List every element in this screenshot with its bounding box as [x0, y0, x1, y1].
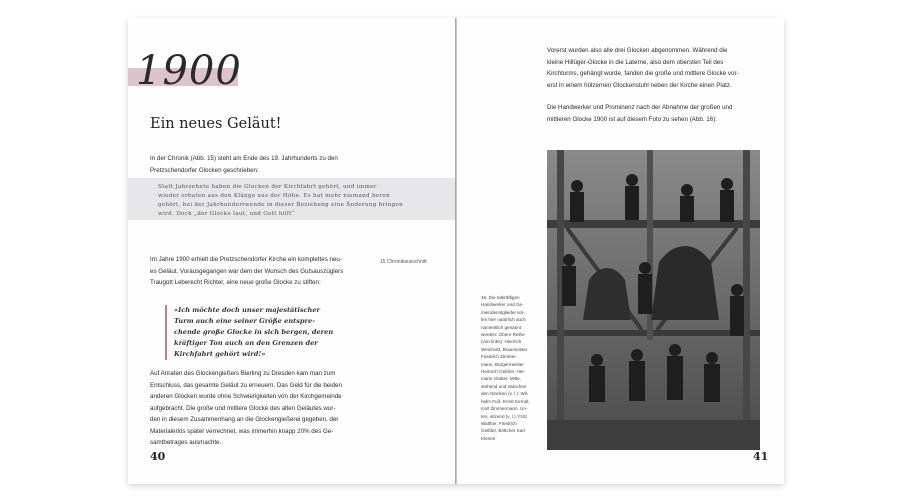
caption-line: mann, Bürgermeister: [481, 361, 524, 367]
text-line: aufgebracht. Die große und mittlere Glocke des alten Geläutes wur-: [150, 404, 336, 412]
caption-line: stehend und zwischen: [481, 383, 527, 389]
page-number-right: 41: [753, 450, 769, 463]
caption-line: Karl Zimmermann. Un-: [481, 406, 528, 412]
quote-bar: [165, 305, 167, 360]
caption-line: Friedrich Zimmer-: [481, 354, 518, 360]
chronicle-excerpt: [158, 183, 408, 219]
book-spread: [128, 18, 784, 484]
quote-line: chende große Glocke in sich bergen, deren: [174, 328, 334, 336]
caption-line: den Glocken (v. l.): Wil-: [481, 391, 529, 397]
text-line: Entschluss, das gesamte Geläut zu erneuern. Das Geld für die beiden: [150, 381, 342, 389]
chapter-heading: Ein neues Geläut!: [150, 116, 282, 132]
text-line: Im Jahre 1900 erhielt die Pretzschendorfer Kirche ein komplettes neu-: [150, 256, 342, 263]
text-line: In der Chronik (Abb. 15) steht am Ende des 19. Jahrhunderts zu den: [150, 155, 338, 162]
caption-line: Geißler, Böttcher Karl: [481, 428, 525, 434]
caption-line: Weinhold, Braumeister: [481, 346, 528, 352]
caption-line: Heinrich Geißler, Her-: [481, 369, 526, 375]
intro-paragraph: [150, 153, 338, 176]
quote-line: kräftiger Ton auch an den Grenzen der: [174, 339, 318, 347]
photo-illustration: [547, 150, 760, 450]
caption-line: meindemitglieder sol-: [481, 309, 525, 315]
caption-line: ten, sitzend (v. l.): Fritz: [481, 413, 528, 419]
side-note: 15 Chronikausschnitt: [380, 259, 427, 265]
text-line: den in diesem Zusammenhang an die Glockengießerei gegeben, der: [150, 416, 339, 423]
text-line: anderen Glocken wurde ohne Schwierigkeiten von der Kirchgemeinde: [150, 393, 342, 400]
text-line: es Geläut. Vorausgegangen war dem der Wunsch des Gutsauszüglers: [150, 267, 344, 275]
text-line: Pretzschendorfer Glocken geschrieben:: [150, 166, 259, 174]
caption-line: helm Fuß, Ernst Kerndt,: [481, 398, 530, 404]
excerpt-line: wieder erbaten aus den Klänge aus der Höhe. Es hat mehr niemand beren: [158, 193, 390, 199]
caption-line: mann Glatter. Mitte,: [481, 376, 522, 382]
caption-line: len hier natürlich auch: [481, 317, 526, 323]
excerpt-line: gehört, bei der Jahrhundertwende in dieser Beziehung eine Änderung bringen: [158, 202, 404, 208]
caption-line: Klemm: [481, 435, 496, 441]
caption-line: Walther, Friedrich: [481, 420, 517, 426]
left-page: [128, 18, 455, 484]
page-number-left: 40: [150, 450, 166, 463]
text-line: kleine Hillüger-Glocke in die Laterne, also dem obersten Teil des: [547, 58, 724, 66]
text-line: Die Handwerker und Prominenz nach der Abnahme der großen und: [547, 104, 733, 111]
quote-line: Turm auch eine seiner Größe entspre-: [174, 317, 315, 325]
body-paragraph-3: [150, 368, 342, 449]
photo-caption: [481, 294, 530, 442]
chapter-year: 1900: [136, 48, 242, 94]
body-paragraph-2: [150, 254, 343, 289]
text-line: Materialerlös später verrechnet, was immerhin knapp 20% des Ge-: [150, 427, 334, 435]
historic-photo: [547, 150, 760, 450]
right-paragraph-1: [547, 45, 739, 91]
text-line: samtbetrages ausmachte.: [150, 439, 222, 446]
quote-line: Kirchfahrt gehört wird!»: [174, 350, 266, 358]
text-line: mittleren Glocke 1900 ist auf diesem Foto zu sehen (Abb. 16):: [547, 115, 717, 123]
text-line: Traugott Leberecht Richter, eine neue große Glocke zu stiften:: [150, 279, 321, 286]
caption-line: 16. Die tatkräftigen: [481, 295, 520, 300]
text-line: erst in einem hölzernen Glockenstuhl neben der Kirche einen Platz.: [547, 81, 732, 89]
caption-line: werden: Obere Reihe: [481, 332, 525, 338]
excerpt-line: wird. Doch „der Glocke laut, und Gott hilft“: [158, 211, 295, 217]
text-line: Auf Anraten des Glockengießers Bierling zu Dresden kam man zum: [150, 370, 336, 377]
quote-line: «Ich möchte doch unser majestätischer: [174, 306, 321, 314]
text-line: Vorerst wurden also alle drei Glocken abgenommen. Während die: [547, 47, 728, 54]
caption-line: Handwerker und Ge-: [481, 302, 524, 308]
right-page: [457, 18, 784, 484]
caption-line: (von links): Heinrich: [481, 339, 522, 345]
text-line: Kirchturms, gehängt wurde, fanden die große und mittlere Glocke vor-: [547, 70, 739, 77]
caption-line: namentlich genannt: [481, 324, 522, 330]
right-paragraph-2: [547, 102, 732, 125]
block-quote: [174, 305, 333, 360]
excerpt-line: Statt Jahrzehnte haben die Glocken der Kirchfahrt gehört, und immer: [158, 184, 377, 190]
